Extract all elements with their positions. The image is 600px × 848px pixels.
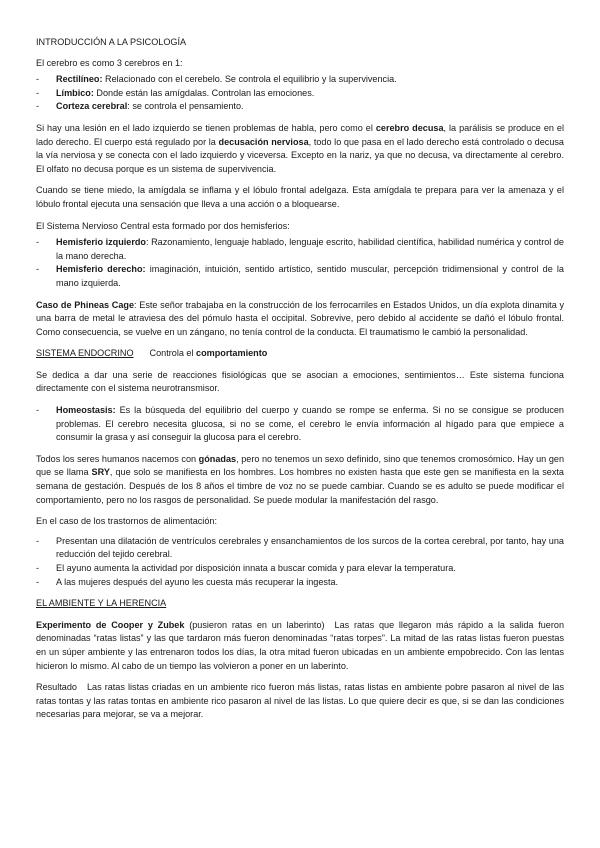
resultado-paragraph: Resultado Las ratas listas criadas en un ambiente rico fueron más listas, ratas listas en ambiente pobre pasaron al nivel de las ratas tontas y las ratas tontas en ambiente rico pasaron al nivel de las listas. Lo que quiere decir es que, si se dan las condiciones necesarias para mejorar, se va a mejorar. xyxy=(36,682,564,720)
gonadas-paragraph: Todos los seres humanos nacemos con gónadas, pero no tenemos un sexo definido, sino que tenemos cromosómico. Hay un gen que se llama SRY, que solo se manifiesta en los hombres. Los hombres no existen hasta que este gen se manifiesta en la sexta semana de gestación. Después de los 8 años el timbre de voz no se puede cambiar. Cuando se es adulto se puede modificar el comportamiento, pero no los rasgos de personalidad. Se puede modular la manifestación del rasgo. xyxy=(36,453,565,505)
miedo-paragraph: Cuando se tiene miedo, la amígdala se inflama y el lóbulo frontal adelgaza. Esta amígdala te prepara para ver la amenaza y el lóbulo frontal ejecuta una sensación que lleva a una acción o a bloquearse. xyxy=(36,185,564,209)
homeostasis-list xyxy=(36,404,564,445)
list-item: - Homeostasis: Es la búsqueda del equilibrio del cuerpo y cuando se rompe se enferma. Si no se consigue se producen problemas. El cerebro necesita glucosa, si no se come, el cerebro le envía información al hígado para que empiece a consumir la grasa y así conseguir la glucosa para el cerebro. xyxy=(36,404,564,445)
lesion-paragraph: Si hay una lesión en el lado izquierdo se tienen problemas de habla, pero como el cerebro decusa, la parálisis se produce en el lado derecho. El cuerpo está regulado por la decusación nerviosa, todo lo que pasa en el lado derecho está controlado o decusa la vía nerviosa y se conecta con el lado izquierdo y viceversa. Excepto en la nariz, ya que no decusa, va directamente al cerebro. El olfato no decusa porque es un sistema de supervivencia. xyxy=(36,122,564,174)
cerebro-intro: El cerebro es como 3 cerebros en 1: xyxy=(36,57,183,68)
snc-intro: El Sistema Nervioso Central esta formado por dos hemisferios: xyxy=(36,220,290,231)
endocrino-heading: SISTEMA ENDOCRINO Controla el comportamiento xyxy=(36,348,268,359)
document-title: INTRODUCCIÓN A LA PSICOLOGÍA xyxy=(36,37,187,47)
trastornos-intro: En el caso de los trastornos de alimentación: xyxy=(36,516,217,527)
section-heading: SISTEMA ENDOCRINO xyxy=(36,348,134,359)
list-item: - El ayuno aumenta la actividad por disposición innata a buscar comida y para elevar la temperatura. xyxy=(36,562,564,576)
list-item: - Presentan una dilatación de ventrículos cerebrales y ensanchamientos de los surcos de la cortea cerebral, por tanto, hay una reducción del tejido cerebral. xyxy=(36,535,564,562)
list-item: - Límbico: Donde están las amígdalas. Controlan las emociones. xyxy=(36,87,564,101)
list-item: - Rectilíneo: Relacionado con el cerebelo. Se controla el equilibrio y la supervivencia. xyxy=(36,73,564,87)
cerebros-list xyxy=(36,73,564,114)
experimento-paragraph: Experimento de Cooper y Zubek (pusieron ratas en un laberinto) Las ratas que llegaron más rápido a la salida fueron denominadas “ratas listas” y las que tardaron más fueron denominadas “ratas torpes”. La mitad de las ratas listas fueron puestas en un súper ambiente y las entrenaron todos los días, la otra mitad fueron ubicadas en un ambiente empobrecido. Con las lentas hicieron lo mismo. Al cabo de un tiempo las volvieron a poner en un laberinto. xyxy=(36,619,564,671)
reacciones-paragraph: Se dedica a dar una serie de reacciones fisiológicas que se asocian a emociones, sentimientos… Este sistema funciona directamente con el sistema neurotransmisor. xyxy=(36,369,564,394)
list-item: - Hemisferio izquierdo: Razonamiento, lenguaje hablado, lenguaje escrito, habilidad científica, habilidad numérica y control de la mano derecha. xyxy=(36,236,564,263)
trastornos-list xyxy=(36,535,564,589)
ambiente-heading xyxy=(36,597,564,611)
document-page xyxy=(36,36,564,722)
hemisferios-list xyxy=(36,236,564,290)
list-item: - Hemisferio derecho: imaginación, intuición, sentido artístico, sentido muscular, percepción tridimensional y control de la mano izquierda. xyxy=(36,263,564,290)
list-item: - Corteza cerebral: se controla el pensamiento. xyxy=(36,100,564,114)
section-heading: EL AMBIENTE Y LA HERENCIA xyxy=(36,598,167,609)
list-item: - A las mujeres después del ayuno les cuesta más recuperar la ingesta. xyxy=(36,576,564,590)
phineas-paragraph: Caso de Phineas Cage: Este señor trabajaba en la construcción de los ferrocarriles en Estados Unidos, un día explota dinamita y una barra de metal le atraviesa des del pómulo hasta el occipital. Sobrevive, pero debido al accidente se dañó el lóbulo frontal. Como consecuencia, se vuelve en un zángano, no tenía control de la conducta. El traumatismo le cambió la personalidad. xyxy=(36,299,564,337)
